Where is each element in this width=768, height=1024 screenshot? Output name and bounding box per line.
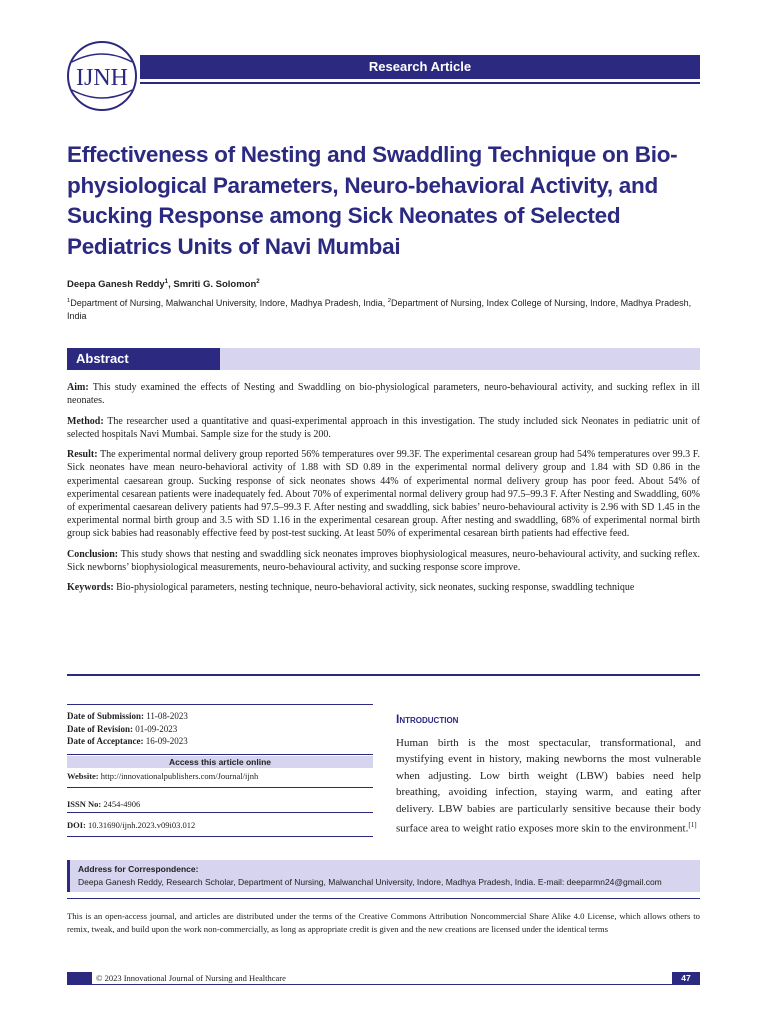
abstract-method: Method: The researcher used a quantitative and quasi-experimental approach in this investigation. The study included sick Neonates in pediatric unit of selected hospitals Navi Mumbai. Sample size for the study is 200. — [67, 415, 700, 440]
issn-line: ISSN No: 2454-4906 — [67, 799, 141, 809]
website-link[interactable]: http://innovationalpublishers.com/Journal/ijnh — [98, 771, 259, 781]
abstract-body — [67, 381, 700, 602]
correspondence-rule — [67, 898, 700, 899]
abstract-keywords: Keywords: Bio-physiological parameters, nesting technique, neuro-behavioral activity, sick neonates, sucking response, swaddling technique — [67, 582, 635, 594]
article-title: Effectiveness of Nesting and Swaddling Technique on Bio-physiological Parameters, Neuro-behavioral Activity, and Sucking Response among Sick Neonates of Selected Pediatrics Units of Navi Mumbai — [67, 142, 678, 259]
doi-link[interactable]: 10.31690/ijnh.2023.v09i03.012 — [85, 820, 196, 830]
issn-rule — [67, 812, 373, 813]
author-sup: 2 — [256, 278, 260, 285]
doi-rule — [67, 836, 373, 837]
abstract-heading: Abstract — [67, 348, 220, 370]
introduction-heading: Introduction — [396, 712, 459, 726]
page-footer — [67, 972, 700, 985]
dates-rule — [67, 704, 373, 705]
page-number: 47 — [672, 972, 700, 985]
footer-copyright: © 2023 Innovational Journal of Nursing and Healthcare — [96, 973, 286, 983]
article-type-banner: Research Article — [140, 55, 700, 79]
abstract-aim: Aim: This study examined the effects of Nesting and Swaddling on bio-physiological parameters, neuro-behavioural activity, and sucking reflex in ill neonates. — [67, 382, 700, 407]
abstract-conclusion: Conclusion: This study shows that nesting and swaddling sick neonates improves biophysiological measures, neuro-behavioural activity, and sucking reflex. Sick newborns’ biophysiological measurements, neuro-behavioural activity, and sucking response score improve. — [67, 548, 700, 573]
acceptance-date: Date of Acceptance: 16-09-2023 — [67, 736, 188, 746]
citation-ref[interactable]: [1] — [688, 821, 697, 830]
author-name: Deepa Ganesh Reddy — [67, 279, 165, 291]
banner-rule — [140, 82, 700, 84]
correspondence-box — [67, 860, 700, 892]
logo-text: IJNH — [76, 65, 128, 91]
article-dates — [67, 710, 188, 748]
correspondence-heading: Address for Correspondence: — [78, 864, 199, 874]
footer-block — [67, 972, 92, 985]
author-name: Smriti G. Solomon — [173, 279, 257, 291]
affiliation-2: Department of Nursing, Index College of Nursing, Indore, Madhya Pradesh, India — [67, 298, 692, 321]
website-rule — [67, 787, 373, 788]
author-list: Deepa Ganesh Reddy$^1$, Smriti G. Solomon$^2$ — [67, 278, 260, 291]
journal-logo — [64, 40, 140, 112]
abstract-result: Result: The experimental normal delivery group reported 56% temperatures over 99.3F. The experimental cesarean group had 54% temperatures over 99.3 F. Sick neonates have mean neuro-behavioral activity of 1.88 with SD 0.89 in the experimental normal delivery group and 1.84 with SD 0.86 in the experimental caesarean group. Sucking response of sick neonates shows 44% of experimental normal delivery group has poor feed. About 54% of experimental cesarean patients were inadequately fed. About 70% of experimental normal delivery group had 97.5–99.3 F. After Nesting and Swaddling, 60% of experimental caesarean delivery patients had 97.5–99.3 F. After nesting and swaddling, sick babies’ neuro-behavioural activity is 2.96 with SD 1.45 in the experimental normal birth group and 3.5 with SD 1.16 in the experimental cesarean group. After nesting and swaddling, 68% of experimental normal birth group sick babies had reasonably effective feed by post-test sucking. At least 50% of experimental cesarean birth patients had effective feed. — [67, 449, 700, 539]
revision-date: Date of Revision: 01-09-2023 — [67, 723, 178, 734]
affil-sup: 1 — [67, 298, 71, 304]
license-text: This is an open-access journal, and articles are distributed under the terms of the Creative Commons Attribution Noncommercial Share Alike 4.0 License, which allows others to remix, tweak, and build upon the work non-commercially, as long as appropriate credit is given and the new creations are licensed under the identical terms — [67, 911, 700, 934]
affiliations — [67, 295, 703, 323]
author-sup: 1 — [164, 278, 169, 285]
affil-sup: 2 — [387, 298, 392, 304]
doi-line: DOI: 10.31690/ijnh.2023.v09i03.012 — [67, 820, 196, 830]
affiliation-1: Department of Nursing, Malwanchal University, Indore, Madhya Pradesh, India, — [70, 298, 388, 308]
access-online-heading: Access this article online — [67, 756, 373, 768]
correspondence-text: Deepa Ganesh Reddy, Research Scholar, Department of Nursing, Malwanchal University, Indore, Madhya Pradesh, India. E-mail: deeparmn24@gmail.com — [78, 877, 662, 887]
submission-date: Date of Submission: 11-08-2023 — [67, 711, 188, 721]
website-line: Website: http://innovationalpublishers.com/Journal/ijnh — [67, 771, 259, 781]
introduction-text: Human birth is the most spectacular, transformational, and mystifying event in history, making newborns the most vulnerable when adjusting. Low birth weight (LBW) babies need help breathing, avoiding infection, staying warm, and eating after delivery. LBW babies are particularly sensitive because their body surface area to weight ratio exposes more skin to the environment.[1] — [396, 737, 701, 835]
abstract-rule — [67, 674, 700, 676]
access-rule-top — [67, 754, 373, 755]
